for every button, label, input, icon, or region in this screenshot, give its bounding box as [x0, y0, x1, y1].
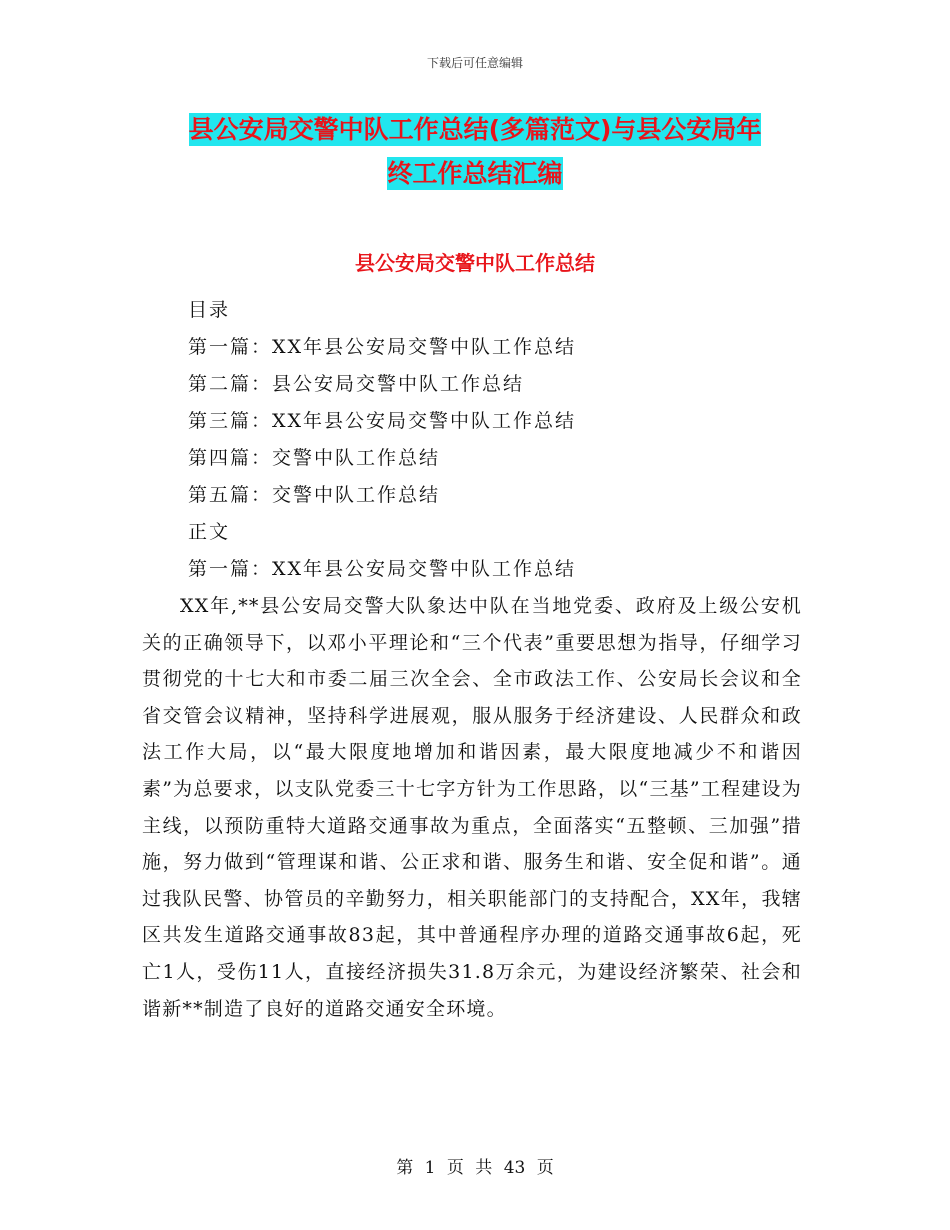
toc-item: 第五篇：交警中队工作总结 — [188, 484, 441, 506]
toc-item: 第四篇：交警中队工作总结 — [188, 447, 441, 469]
section-title: 县公安局交警中队工作总结 — [355, 251, 595, 275]
toc-heading: 目录 — [188, 299, 231, 321]
page-number: 第 1 页 共 43 页 — [396, 1158, 554, 1178]
chapter-heading: 第一篇：XX年县公安局交警中队工作总结 — [188, 558, 577, 580]
body-paragraph: XX年,**县公安局交警大队象达中队在当地党委、政府及上级公安机关的正确领导下，以邓小平理论和“三个代表”重要思想为指导，仔细学习贯彻党的十七大和市委二届三次全会、全市政法工作、公安局长会议和全省交管会议精神，坚持科学进展观，服从服务于经济建设、人民群众和政法工作大局，以“最大限度地增加和谐因素，最大限度地减少不和谐因素”为总要求，以支队党委三十七字方针为工作思路，以“三基”工程建设为主线，以预防重特大道路交通事故为重点，全面落实“五整顿、三加强”措施，努力做到“管理谋和谐、公正求和谐、服务生和谐、安全促和谐”。通过我队民警、协管员的辛勤努力，相关职能部门的支持配合，XX年，我辖区共发生道路交通事故83起，其中普通程序办理的道路交通事故6起，死亡1人，受伤11人，直接经济损失31.8万余元，为建设经济繁荣、社会和谐新**制造了良好的道路交通安全环境。 — [142, 595, 802, 1020]
body-heading: 正文 — [188, 521, 231, 543]
toc-item: 第一篇：XX年县公安局交警中队工作总结 — [188, 336, 577, 358]
table-of-contents — [188, 292, 576, 588]
document-title — [0, 108, 950, 196]
document-title-line-1: 县公安局交警中队工作总结(多篇范文)与县公安局年 — [188, 115, 762, 144]
page-header-note: 下载后可任意编辑 — [426, 56, 523, 70]
toc-item: 第三篇：XX年县公安局交警中队工作总结 — [188, 410, 577, 432]
toc-item: 第二篇：县公安局交警中队工作总结 — [188, 373, 525, 395]
document-title-line-2: 终工作总结汇编 — [387, 159, 563, 188]
